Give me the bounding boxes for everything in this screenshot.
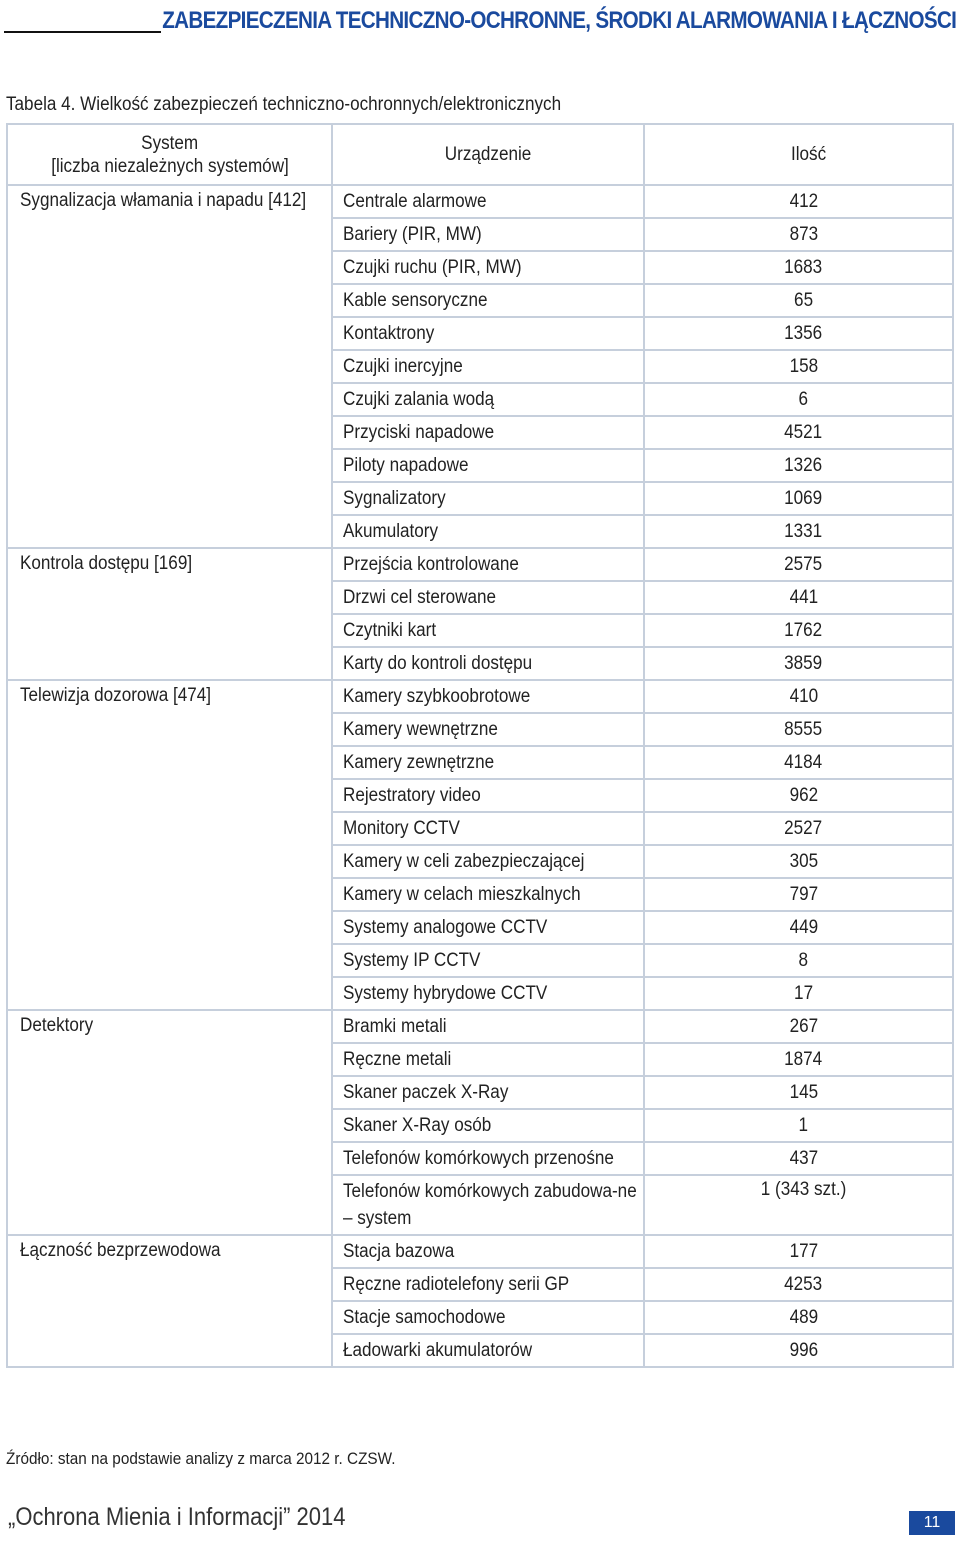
device-name: Sygnalizatory (343, 487, 446, 509)
quantity-cell (644, 713, 953, 746)
quantity-cell (644, 1235, 953, 1268)
table-row (7, 185, 953, 218)
quantity-cell (644, 416, 953, 449)
device-name: Czujki ruchu (PIR, MW) (343, 256, 522, 278)
device-name: Centrale alarmowe (343, 190, 487, 212)
device-cell (332, 449, 644, 482)
device-name: Stacja bazowa (343, 1240, 455, 1262)
device-cell (332, 350, 644, 383)
device-name: Czujki inercyjne (343, 355, 463, 377)
quantity-cell (644, 1268, 953, 1301)
footer-publication: „Ochrona Mienia i Informacji” 2014 (8, 1503, 346, 1531)
device-name: Bariery (PIR, MW) (343, 223, 482, 245)
device-cell (332, 614, 644, 647)
quantity-cell (644, 1043, 953, 1076)
device-name: Kontaktrony (343, 322, 435, 344)
quantity-cell (644, 911, 953, 944)
device-cell (332, 746, 644, 779)
quantity-value: 1356 (784, 322, 823, 344)
device-cell (332, 416, 644, 449)
table-header-row (7, 124, 953, 185)
quantity-cell (644, 449, 953, 482)
quantity-value: 873 (789, 223, 818, 245)
quantity-cell (644, 218, 953, 251)
device-name: Systemy hybrydowe CCTV (343, 982, 548, 1004)
quantity-cell (644, 845, 953, 878)
device-name: Kamery zewnętrzne (343, 751, 495, 773)
header-system (7, 124, 332, 185)
quantity-cell (644, 1010, 953, 1043)
quantity-cell (644, 647, 953, 680)
quantity-cell (644, 977, 953, 1010)
device-cell (332, 1175, 644, 1235)
header-system-line2: [liczba niezależnych systemów] (50, 155, 289, 177)
quantity-cell (644, 482, 953, 515)
system-name: Telewizja dozorowa [474] (20, 685, 212, 706)
device-name: Czujki zalania wodą (343, 388, 495, 410)
device-cell (332, 251, 644, 284)
system-cell (7, 1235, 332, 1367)
device-name: Przejścia kontrolowane (343, 553, 519, 575)
device-cell (332, 515, 644, 548)
quantity-cell (644, 746, 953, 779)
device-cell (332, 218, 644, 251)
quantity-value: 8 (798, 949, 809, 971)
quantity-value: 996 (789, 1339, 818, 1361)
device-name: Kamery wewnętrzne (343, 718, 498, 740)
header-quantity-label: Ilość (790, 143, 827, 165)
section-header-title: ZABEZPIECZENIA TECHNICZNO-OCHRONNE, ŚRODKI ALARMOWANIA I ŁĄCZNOŚCI (162, 7, 956, 34)
header-device (332, 124, 644, 185)
system-name: Sygnalizacja włamania i napadu [412] (20, 190, 307, 211)
quantity-value: 65 (793, 289, 814, 311)
device-cell (332, 581, 644, 614)
quantity-value: 410 (789, 685, 818, 707)
device-name: Drzwi cel sterowane (343, 586, 497, 608)
quantity-value: 1 (798, 1114, 809, 1136)
quantity-value: 3859 (784, 652, 823, 674)
quantity-cell (644, 251, 953, 284)
quantity-value: 17 (793, 982, 814, 1004)
device-cell (332, 548, 644, 581)
quantity-value: 449 (789, 916, 818, 938)
device-name: Kamery szybkoobrotowe (343, 685, 531, 707)
device-name: Kamery w celi zabezpieczającej (343, 850, 585, 872)
device-cell (332, 1076, 644, 1109)
quantity-cell (644, 548, 953, 581)
table-caption: Tabela 4. Wielkość zabezpieczeń techniczno-ochronnych/elektronicznych (6, 94, 562, 115)
device-name: Ręczne metali (343, 1048, 452, 1070)
quantity-cell (644, 1142, 953, 1175)
device-cell (332, 911, 644, 944)
device-name: Telefonów komórkowych zabudowa-ne – system (343, 1181, 637, 1229)
quantity-cell (644, 317, 953, 350)
quantity-cell (644, 878, 953, 911)
quantity-cell (644, 1076, 953, 1109)
quantity-value: 158 (789, 355, 818, 377)
quantity-cell (644, 383, 953, 416)
device-cell (332, 1043, 644, 1076)
device-cell (332, 482, 644, 515)
device-cell (332, 317, 644, 350)
device-name: Systemy analogowe CCTV (343, 916, 548, 938)
device-cell (332, 1301, 644, 1334)
quantity-value: 962 (789, 784, 818, 806)
device-cell (332, 1142, 644, 1175)
device-name: Skaner paczek X-Ray (343, 1081, 509, 1103)
device-cell (332, 977, 644, 1010)
table-row (7, 680, 953, 713)
device-cell (332, 944, 644, 977)
quantity-cell (644, 614, 953, 647)
quantity-value: 1 (343 szt.) (760, 1179, 847, 1200)
quantity-value: 305 (789, 850, 818, 872)
quantity-cell (644, 680, 953, 713)
device-cell (332, 1334, 644, 1367)
page-number: 11 (909, 1511, 955, 1535)
source-note: Źródło: stan na podstawie analizy z marca 2012 r. CZSW. (6, 1449, 396, 1468)
device-name: Telefonów komórkowych przenośne (343, 1147, 614, 1169)
quantity-value: 1326 (784, 454, 823, 476)
quantity-value: 2527 (784, 817, 823, 839)
quantity-cell (644, 515, 953, 548)
device-cell (332, 845, 644, 878)
device-cell (332, 713, 644, 746)
device-name: Kamery w celach mieszkalnych (343, 883, 581, 905)
quantity-cell (644, 1109, 953, 1142)
quantity-value: 177 (789, 1240, 818, 1262)
quantity-value: 4184 (784, 751, 823, 773)
system-name: Kontrola dostępu [169] (20, 553, 193, 574)
quantity-cell (644, 284, 953, 317)
quantity-cell (644, 185, 953, 218)
device-cell (332, 383, 644, 416)
system-cell (7, 1010, 332, 1235)
system-cell (7, 185, 332, 548)
device-name: Ładowarki akumulatorów (343, 1339, 533, 1361)
device-cell (332, 185, 644, 218)
quantity-value: 1762 (784, 619, 823, 641)
quantity-cell (644, 779, 953, 812)
device-name: Karty do kontroli dostępu (343, 652, 533, 674)
device-cell (332, 1109, 644, 1142)
quantity-value: 8555 (784, 718, 823, 740)
device-name: Stacje samochodowe (343, 1306, 506, 1328)
quantity-value: 797 (789, 883, 818, 905)
device-cell (332, 1268, 644, 1301)
quantity-cell (644, 812, 953, 845)
quantity-value: 2575 (784, 553, 823, 575)
quantity-cell (644, 1301, 953, 1334)
quantity-value: 437 (789, 1147, 818, 1169)
quantity-cell (644, 1334, 953, 1367)
device-name: Rejestratory video (343, 784, 481, 806)
device-cell (332, 878, 644, 911)
device-cell (332, 680, 644, 713)
quantity-value: 489 (789, 1306, 818, 1328)
table-row (7, 1235, 953, 1268)
device-name: Akumulatory (343, 520, 439, 542)
device-name: Ręczne radiotelefony serii GP (343, 1273, 570, 1295)
system-name: Detektory (20, 1015, 94, 1036)
device-cell (332, 779, 644, 812)
device-name: Kable sensoryczne (343, 289, 488, 311)
device-cell (332, 647, 644, 680)
device-name: Piloty napadowe (343, 454, 469, 476)
device-cell (332, 1235, 644, 1268)
device-name: Monitory CCTV (343, 817, 460, 839)
header-quantity (644, 124, 953, 185)
system-cell (7, 680, 332, 1010)
equipment-table (6, 123, 954, 1368)
quantity-value: 441 (789, 586, 818, 608)
device-cell (332, 1010, 644, 1043)
quantity-cell (644, 350, 953, 383)
table-row (7, 548, 953, 581)
table-row (7, 1010, 953, 1043)
quantity-value: 6 (798, 388, 809, 410)
system-cell (7, 548, 332, 680)
system-name: Łączność bezprzewodowa (20, 1240, 221, 1261)
quantity-cell (644, 581, 953, 614)
header-device-label: Urządzenie (444, 143, 532, 165)
device-name: Systemy IP CCTV (343, 949, 481, 971)
quantity-value: 1069 (784, 487, 823, 509)
quantity-value: 267 (789, 1015, 818, 1037)
quantity-cell (644, 944, 953, 977)
quantity-value: 145 (789, 1081, 818, 1103)
quantity-value: 1331 (784, 520, 823, 542)
quantity-cell (644, 1175, 953, 1235)
quantity-value: 4521 (784, 421, 823, 443)
device-name: Czytniki kart (343, 619, 437, 641)
header-rule (4, 31, 161, 33)
quantity-value: 412 (789, 190, 818, 212)
quantity-value: 1874 (784, 1048, 823, 1070)
device-name: Przyciski napadowe (343, 421, 495, 443)
quantity-value: 1683 (784, 256, 823, 278)
header-system-line1: System (141, 132, 199, 154)
device-cell (332, 812, 644, 845)
quantity-value: 4253 (784, 1273, 823, 1295)
device-cell (332, 284, 644, 317)
device-name: Bramki metali (343, 1015, 447, 1037)
device-name: Skaner X-Ray osób (343, 1114, 492, 1136)
